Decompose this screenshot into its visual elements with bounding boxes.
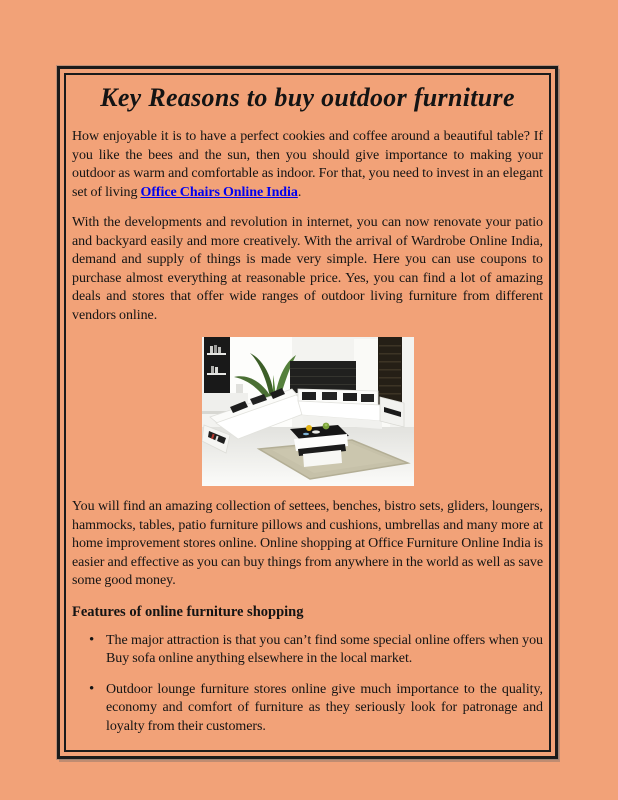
- bullet-icon: •: [89, 631, 95, 648]
- living-room-photo: [202, 337, 414, 486]
- bullet-icon: •: [89, 680, 95, 697]
- intro-text-before-link: How enjoyable it is to have a perfect cookies and coffee around a beautiful table? If you like the bees and the sun, then you should give importance to making your outdoor as warm and comfortable as indoor. For that, you need to invest in an elegant set of living: [72, 129, 543, 200]
- features-heading: Features of online furniture shopping: [72, 603, 304, 620]
- office-chairs-online-india-link[interactable]: Office Chairs Online India: [140, 184, 298, 200]
- page-title: Key Reasons to buy outdoor furniture: [100, 83, 515, 112]
- features-list: [89, 632, 543, 737]
- bullet-text: Outdoor lounge furniture stores online give much importance to the quality, economy and comfort of furniture as they seriously look for patronage and loyalty from their customers.: [106, 681, 543, 734]
- list-item-quality-comfort: [89, 681, 543, 737]
- document-border-frame: [57, 66, 558, 759]
- paragraph-internet-revolution: With the developments and revolution in internet, you can now renovate your patio and backyard easily and more creatively. With the arrival of Wardrobe Online India, demand and supply of things is made very simple. Here you can use coupons to purchase almost everything at reasonable price. Yes, you can find a lot of amazing deals and stores that offer wide ranges of outdoor living furniture from different vendors online.: [72, 215, 543, 323]
- intro-text-after-link: .: [297, 184, 302, 200]
- document-content-area: [64, 73, 551, 752]
- bullet-text: The major attraction is that you can’t find some special online offers when you Buy sofa online anything elsewhere in the local market.: [106, 632, 543, 666]
- paragraph-collection: You will find an amazing collection of settees, benches, bistro sets, gliders, loungers, hammocks, tables, patio furniture pillows and cushions, umbrellas and many more at home improvement stores online. Online shopping at Office Furniture Online India is easier and effective as you can buy things from anywhere in the world as well as save some good money.: [72, 499, 543, 588]
- sofa-room-illustration: [202, 337, 414, 486]
- list-item-special-offers: [89, 632, 543, 669]
- paragraph-intro: [72, 128, 543, 202]
